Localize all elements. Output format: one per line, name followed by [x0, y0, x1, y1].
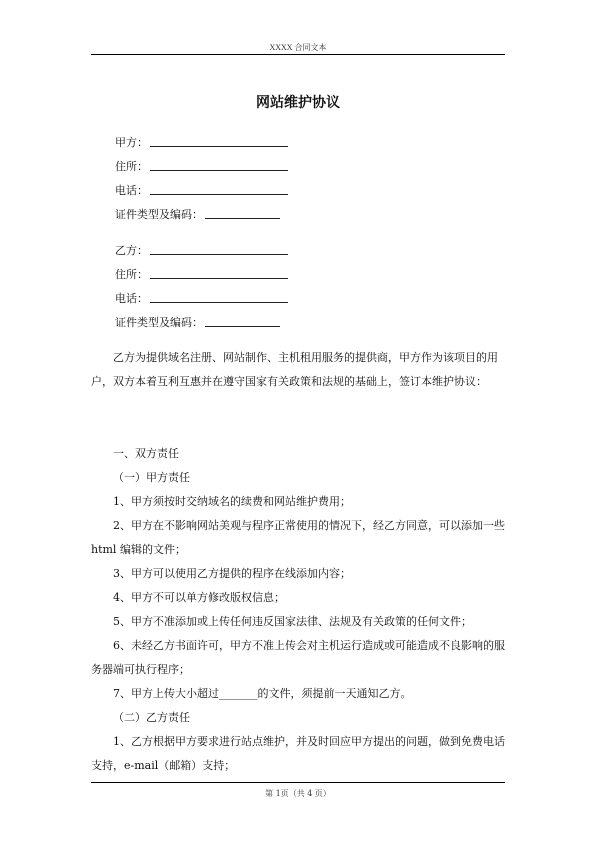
subsection-heading: （二）乙方责任: [113, 711, 190, 724]
party-b-id-field: [115, 306, 315, 330]
field-label: 电话：: [115, 292, 148, 305]
clause-item: 7、甲方上传大小超过_______的文件，须提前一天通知乙方。: [113, 687, 412, 700]
page-footer: 第 1页（共 4 页）: [265, 789, 331, 798]
fill-in-blank[interactable]: [205, 325, 280, 327]
party-a-id-field: [115, 198, 315, 222]
clause-item: 5、甲方不准添加或上传任何违反国家法律、法规及有关政策的任何文件；: [113, 615, 472, 628]
document-title: 网站维护协议: [256, 95, 340, 111]
field-label: 乙方：: [115, 244, 148, 257]
clause-item: 4、甲方不可以单方修改版权信息；: [113, 591, 285, 604]
party-a-block: [115, 126, 315, 222]
intro-block: [91, 346, 507, 394]
fill-in-blank[interactable]: [150, 169, 288, 171]
field-label: 住所：: [115, 268, 148, 281]
party-b-block: [115, 234, 315, 330]
party-b-address-field: [115, 258, 315, 282]
intro-paragraph: 乙方为提供域名注册、网站制作、主机租用服务的提供商，甲方作为该项目的用户，双方本着互利互惠并在遵守国家有关政策和法规的基础上，签订本维护协议：: [91, 351, 498, 388]
clause-item: 2、甲方在不影响网站美观与程序正常使用的情况下，经乙方同意，可以添加一些 html 编辑的文件；: [91, 519, 505, 556]
clauses-block: [91, 442, 507, 778]
fill-in-blank[interactable]: [150, 193, 288, 195]
field-label: 住所：: [115, 160, 148, 173]
page-header: XXXX 合同文本: [269, 43, 327, 52]
clause-item: 1、甲方须按时交纳域名的续费和网站维护费用；: [113, 495, 351, 508]
fill-in-blank[interactable]: [150, 301, 288, 303]
clause-item: 1、乙方根据甲方要求进行站点维护，并及时回应甲方提出的问题，做到免费电话支持，e-mail（邮箱）支持；: [91, 735, 505, 772]
fill-in-blank[interactable]: [150, 145, 288, 147]
party-b-name-field: [115, 234, 315, 258]
subsection-heading: （一）甲方责任: [113, 471, 190, 484]
party-a-name-field: [115, 126, 315, 150]
fill-in-blank[interactable]: [150, 253, 288, 255]
party-a-phone-field: [115, 174, 315, 198]
field-label: 证件类型及编码：: [115, 316, 203, 329]
field-label: 证件类型及编码：: [115, 208, 203, 221]
party-a-address-field: [115, 150, 315, 174]
header-divider: [91, 54, 505, 55]
field-label: 电话：: [115, 184, 148, 197]
clause-item: 6、未经乙方书面许可，甲方不准上传会对主机运行造成或可能造成不良影响的服务器端可执行程序；: [91, 639, 505, 676]
party-b-phone-field: [115, 282, 315, 306]
section-heading: 一、双方责任: [113, 447, 179, 460]
fill-in-blank[interactable]: [150, 277, 288, 279]
field-label: 甲方：: [115, 136, 148, 149]
fill-in-blank[interactable]: [205, 217, 280, 219]
footer-divider: [91, 782, 505, 783]
clause-item: 3、甲方可以使用乙方提供的程序在线添加内容；: [113, 567, 351, 580]
